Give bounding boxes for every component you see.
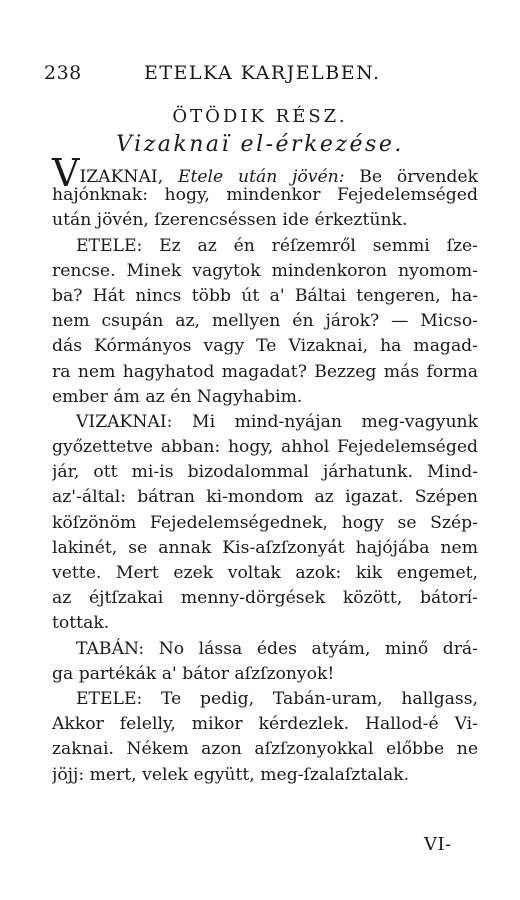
text-line: rencse. Minek vagytok mindenkoron nyomom- xyxy=(52,260,478,281)
text-line: ember ám az én Nagyhabim. xyxy=(52,386,303,407)
text-line: Akkor felelly, mikor kérdezlek. Hallod-é Vi- xyxy=(52,714,478,735)
text-line: az'-által: bátran ki-mondom az igazat. Szépen xyxy=(52,487,478,508)
text-line: lakinét, se annak Kis-aſzſzonyát hajójába nem xyxy=(52,537,478,558)
text-line: jöjj: mert, velek együtt, meg-ſzalaſztalak. xyxy=(52,764,410,785)
catchword: VI- xyxy=(424,834,452,855)
text-line: ETELE: Te pedig, Tabán-uram, hallgass, xyxy=(76,688,478,709)
text-line: ga partékák a' bátor aſzſzonyok! xyxy=(52,663,335,684)
text-line: hajónknak: hogy, mindenkor Fejedelemséged xyxy=(52,185,478,206)
text-line: TABÁN: No lássa édes atyám, minő drá- xyxy=(76,638,478,659)
text-line: jár, ott mi-is bizodalommal járhatunk. Mind- xyxy=(52,462,478,483)
part-title: ÖTÖDIK RÉSZ. xyxy=(172,106,348,127)
text-line: ETELE: Ez az én réſzemről semmi ſze- xyxy=(76,235,478,256)
text-line: vette. Mert ezek voltak azok: kik engemet, xyxy=(52,563,478,583)
text-line: után jövén, ſzerencséssen ide érkeztünk. xyxy=(52,210,408,231)
text-line: ra nem hagyhatod magadat? Bezzeg más forma xyxy=(52,361,478,382)
body-text xyxy=(52,151,478,788)
text-line: győzettetve abban: hogy, ahhol Fejedelemséged xyxy=(52,437,478,458)
stage-direction: Etele után jövén: xyxy=(177,167,345,187)
speaker-name: IZAKNAI, xyxy=(79,167,178,187)
drop-cap: V xyxy=(52,151,80,195)
text-line: tottak. xyxy=(52,613,110,634)
running-title: ETELKA KARJELBEN. xyxy=(144,62,381,84)
text-line: ba? Hát nincs több út a' Báltai tengeren, ha- xyxy=(52,285,478,306)
chapter-subtitle: Vizaknaï el-érkezése. xyxy=(116,132,404,157)
text-line: nem csupán az, mellyen én járok? — Micso- xyxy=(52,311,478,332)
text-line xyxy=(52,151,478,195)
text-line: VIZAKNAI: Mi mind-nyájan meg-vagyunk xyxy=(76,411,478,432)
text-line: zaknai. Nékem azon aſzſzonyokkal előbbe ne xyxy=(52,739,478,760)
running-head xyxy=(44,56,484,86)
line-text: Be örvendek xyxy=(344,167,478,187)
text-line: az éjtſzakai menny-dörgések között, bátorí- xyxy=(52,588,478,609)
text-line: köſzönöm Fejedelemségednek, hogy se Szép- xyxy=(52,512,478,533)
text-line: dás Kórmányos vagy Te Vizaknai, ha magad- xyxy=(52,336,478,357)
page-number: 238 xyxy=(44,62,82,84)
